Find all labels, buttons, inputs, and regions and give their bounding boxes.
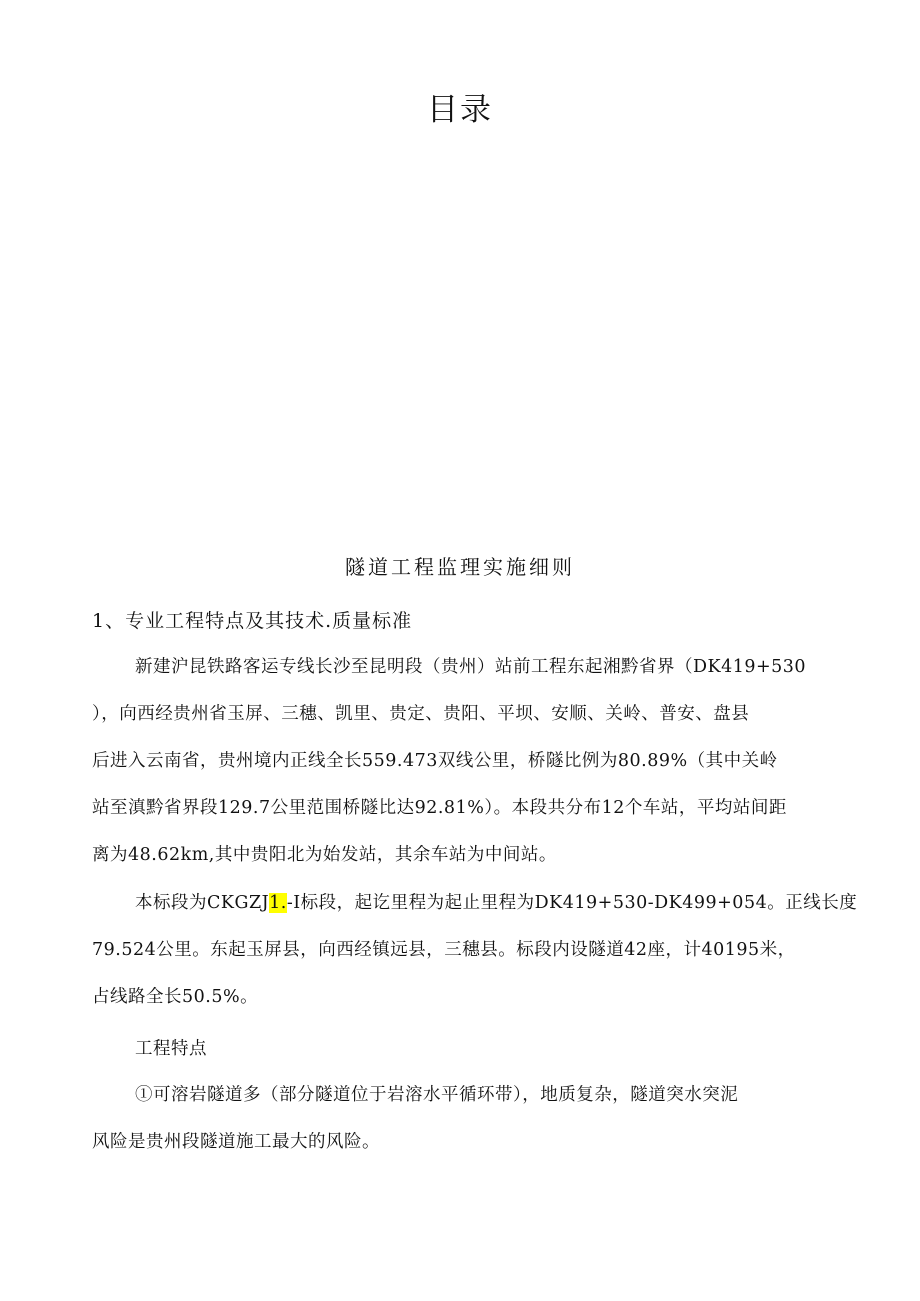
paragraph-project-overview	[92, 644, 832, 879]
paragraph-line: ①可溶岩隧道多（部分隧道位于岩溶水平循环带），地质复杂，隧道突水突泥	[135, 1085, 739, 1105]
highlighted-text: 1.	[269, 893, 287, 913]
text-segment: 本标段为CKGZJ	[135, 893, 270, 913]
text-segment: -I标段，起讫里程为起止里程为DK419+530-DK499+054。正线长度	[286, 893, 858, 913]
paragraph-line: 站至滇黔省界段129.7公里范围桥隧比达92.81%）。本段共分布12个车站，平均站间距	[92, 798, 787, 818]
paragraph-line: 离为48.62km,其中贵阳北为始发站，其余车站为中间站。	[92, 845, 557, 865]
paragraph-line: 风险是贵州段隧道施工最大的风险。	[92, 1132, 380, 1152]
subheading-text: 工程特点	[135, 1039, 207, 1059]
section-heading: 1、专业工程特点及其技术.质量标准	[92, 610, 413, 632]
paragraph-section-scope	[92, 880, 858, 1021]
paragraph-line: 79.524公里。东起玉屏县，向西经镇远县，三穗县。标段内设隧道42座，计40195米，	[92, 940, 796, 960]
paragraph-feature-1	[92, 1072, 832, 1166]
paragraph-line: ），向西经贵州省玉屏、三穗、凯里、贵定、贵阳、平坝、安顺、关岭、普安、盘县	[92, 704, 750, 724]
document-title: 隧道工程监理实施细则	[345, 555, 575, 579]
paragraph-line	[92, 880, 858, 927]
paragraph-line: 后进入云南省，贵州境内正线全长559.473双线公里，桥隧比例为80.89%（其中关岭	[92, 751, 778, 771]
page-title: 目录	[427, 92, 493, 128]
paragraph-line: 占线路全长50.5%。	[92, 987, 259, 1007]
subheading-features	[92, 1026, 832, 1073]
paragraph-line: 新建沪昆铁路客运专线长沙至昆明段（贵州）站前工程东起湘黔省界（DK419+530	[135, 657, 807, 677]
